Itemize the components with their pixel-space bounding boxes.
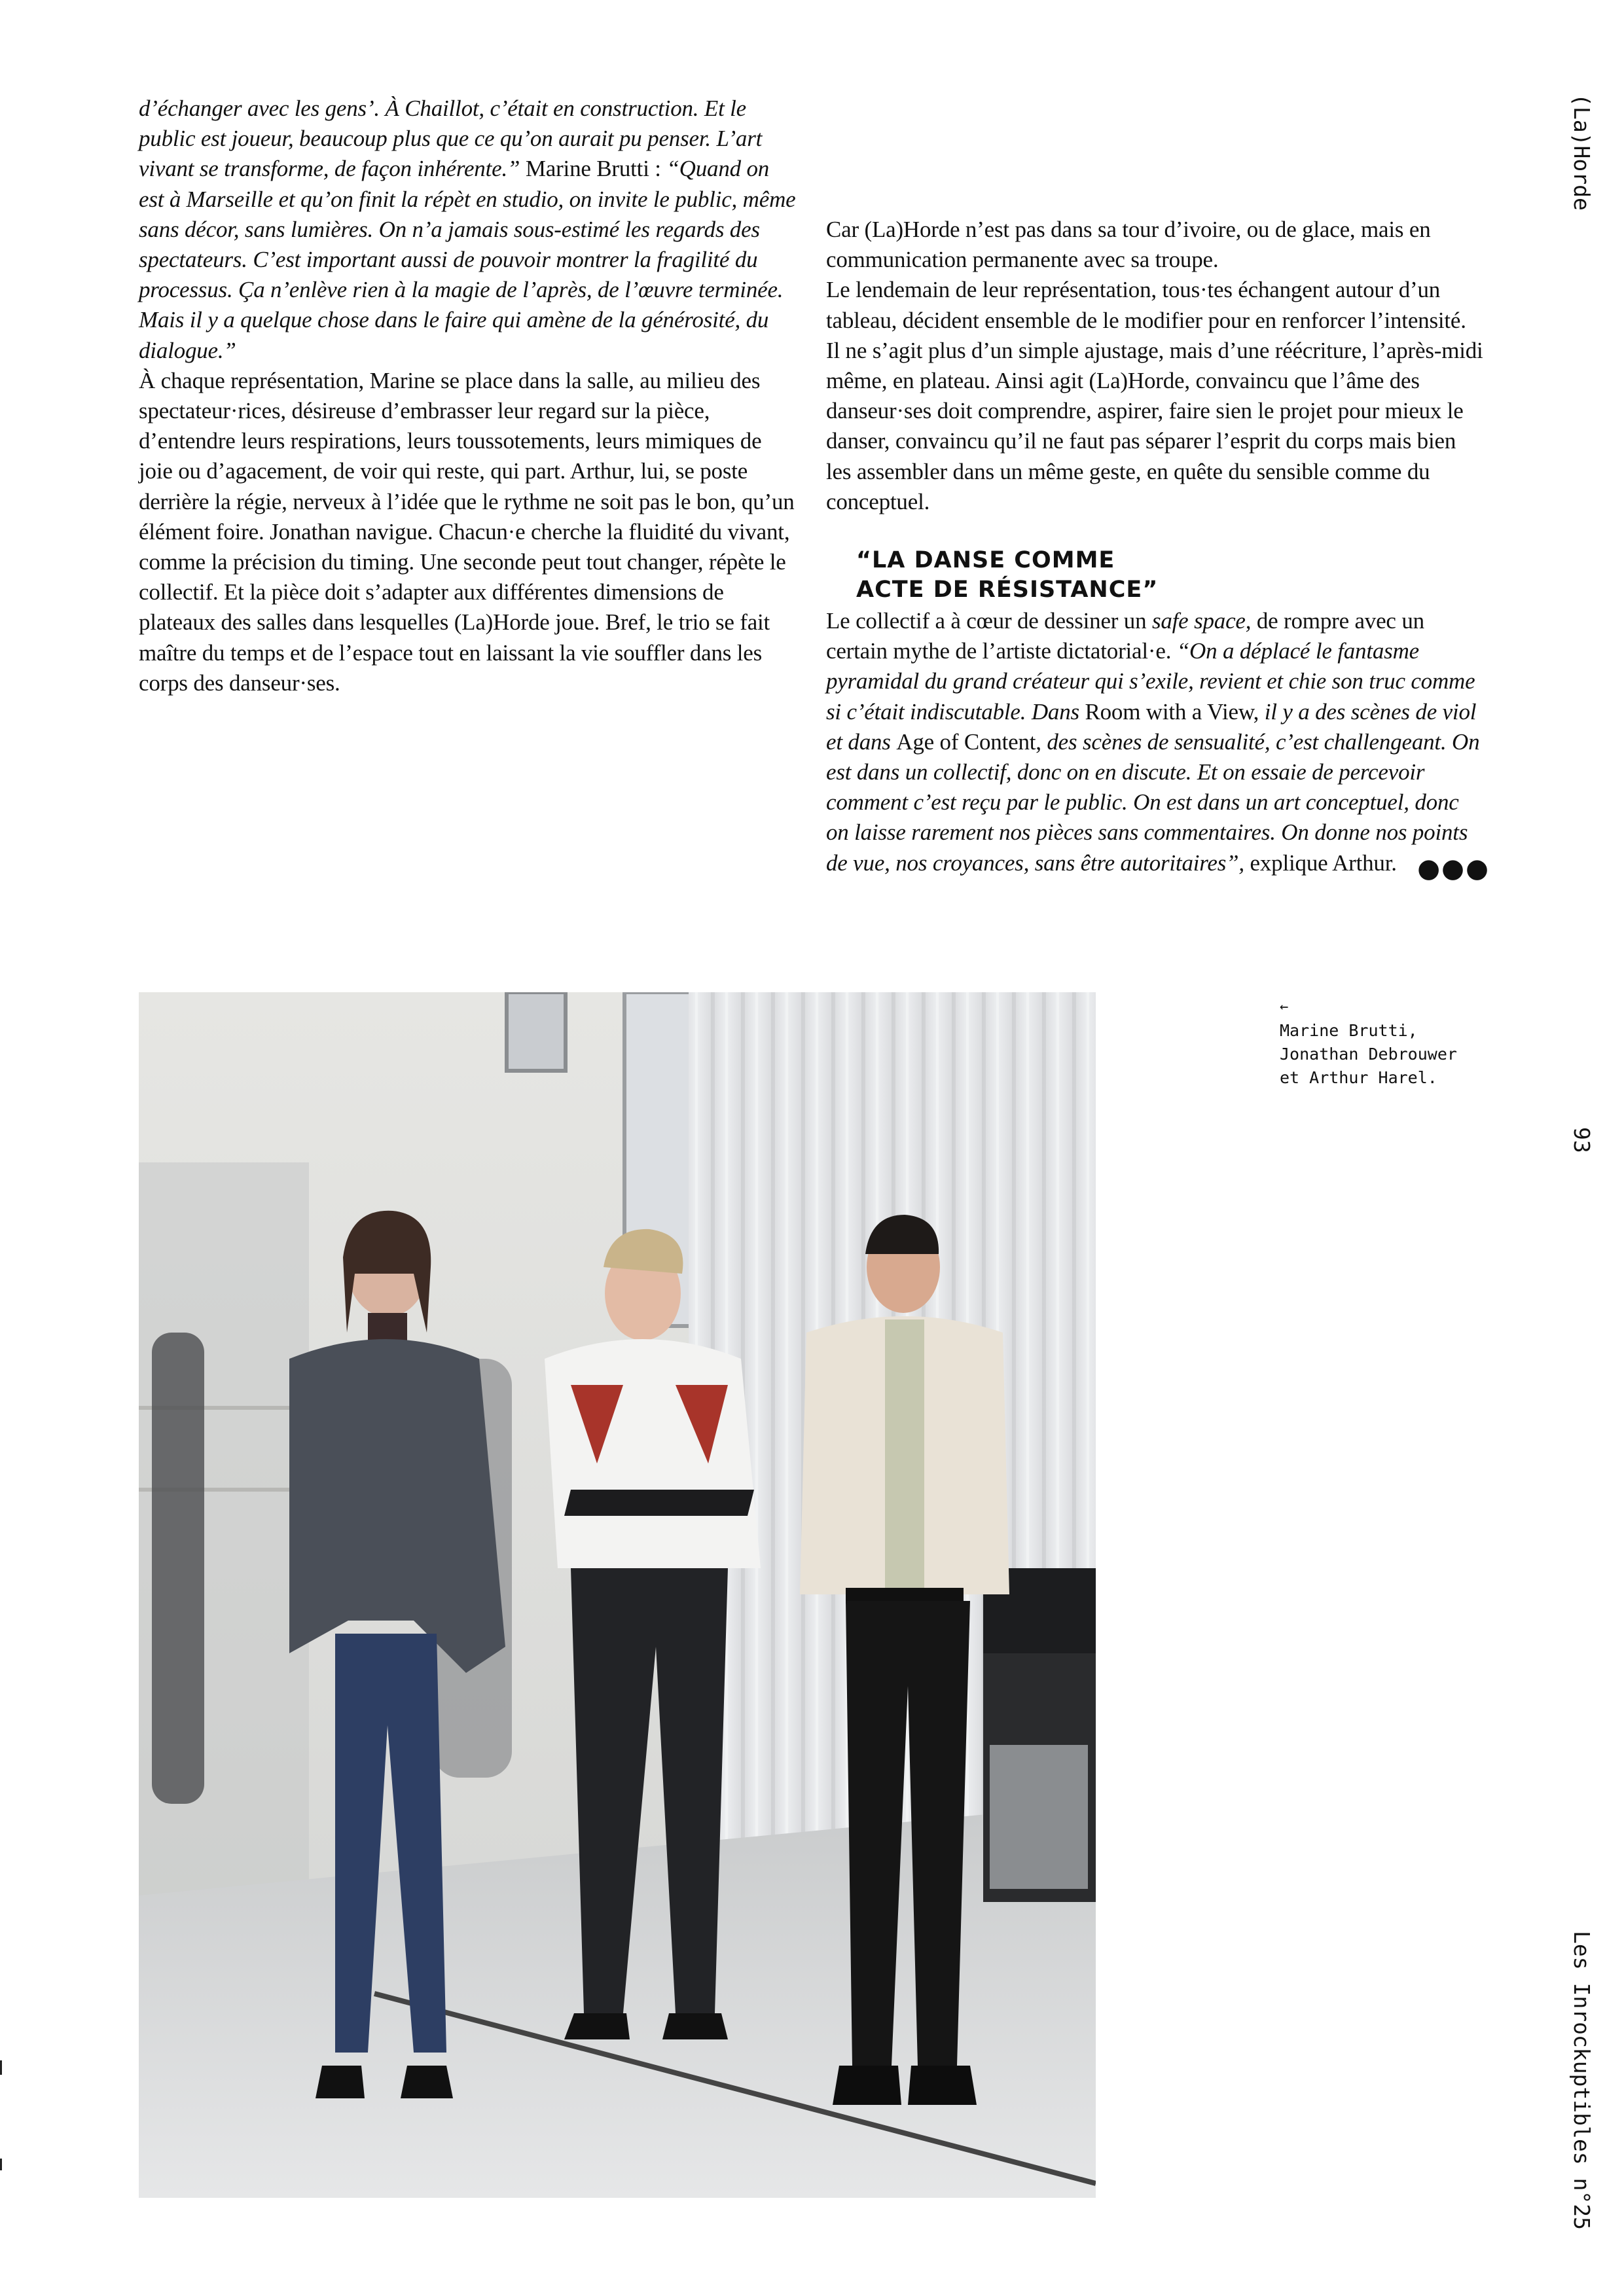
heading-line-1: “LA DANSE COMME <box>856 547 1115 574</box>
running-head: (La)Horde <box>1569 94 1595 211</box>
right-paragraph-3 <box>826 606 1490 884</box>
p3-safe-space: safe space, <box>1151 608 1252 634</box>
p3-quote-3: des scènes de sensualité, c’est challengeant. On est dans un collectif, donc on en discute. Et on essaie de percevoir comment c’est reçu par le public. On est dans un art conceptuel, donc on laisse rarement nos pièces sans commentaires. On donne nos points de vue, nos croyances, sans être autoritaires”, <box>826 728 1480 876</box>
margin-mark-2 <box>0 2159 2 2170</box>
magazine-name: Les Inrockuptibles n°25 <box>1569 1931 1595 2230</box>
quote-attribution: Marine Brutti : <box>520 156 661 182</box>
left-text-column <box>139 94 797 698</box>
p3-text-a: Le collectif a à cœur de dessiner un <box>826 608 1152 634</box>
p3-quote-1: “On a déplacé le fantasme pyramidal du grand créateur qui s’exile, revient et chie son truc comme si c’était indiscutable. Dans <box>826 638 1475 725</box>
end-of-article-mark: ●●● <box>1417 853 1490 884</box>
margin-mark-1 <box>0 2060 2 2075</box>
p3-text-end: explique Arthur. <box>1244 850 1397 876</box>
photo-caption <box>1280 998 1476 1090</box>
p3-title-age-of-content: Age of Content, <box>896 728 1041 755</box>
right-text-column <box>826 215 1490 884</box>
quote-marine: “Quand on est à Marseille et qu’on finit la répèt en studio, on invite le public, même sans décor, sans lumières. On n’a jamais sous-estimé les regards des spectateurs. C’est important aussi de pouvoir montrer la fragilité du processus. Ça n’enlève rien à la magie de l’après, de l’œuvre terminée. Mais il y a quelque chose dans le faire qui amène de la générosité, du dialogue.” <box>139 156 796 363</box>
quote-intro: d’échanger avec les gens’. À Chaillot, c’était en construction. Et le public est joueur, beaucoup plus que ce qu’on aurait pu penser. L’art vivant se transforme, de façon inhérente.” <box>139 96 763 182</box>
heading-line-2: ACTE DE RÉSISTANCE” <box>856 577 1159 603</box>
right-paragraph-2: Le lendemain de leur représentation, tous·tes échangent autour d’un tableau, décident ensemble de le modifier pour en renforcer l’intensité. Il ne s’agit plus d’un simple ajustage, mais d’une réécriture, l’après-midi même, en plateau. Ainsi agit (La)Horde, convaincu que l’âme des danseur·ses doit comprendre, aspirer, faire sien le projet pour mieux le danser, convaincu qu’il ne faut pas séparer l’esprit du corps mais bien les assembler dans un même geste, en quête du sensible comme du conceptuel. <box>826 277 1483 514</box>
left-paragraph-quotes <box>139 94 797 366</box>
p3-text-b: de rompre avec un certain mythe de l’artiste dictatorial·e. <box>826 608 1424 664</box>
caption-text: Marine Brutti, Jonathan Debrouwer et Arthur Harel. <box>1280 1021 1457 1087</box>
section-heading <box>826 546 1484 605</box>
p3-title-room-with-a-view: Room with a View, <box>1085 698 1259 725</box>
p3-quote-2: il y a des scènes de viol et dans <box>826 698 1477 755</box>
group-photo <box>139 992 1096 2198</box>
right-paragraph-1: Car (La)Horde n’est pas dans sa tour d’ivoire, ou de glace, mais en communication permanente avec sa troupe. <box>826 217 1431 273</box>
left-body-paragraph: À chaque représentation, Marine se place dans la salle, au milieu des spectateur·rices, désireuse d’embrasser leur regard sur la pièce, d’entendre leurs respirations, leurs toussotements, leurs mimiques de joie ou d’agacement, de voir qui reste, qui part. Arthur, lui, se poste derrière la régie, nerveux à l’idée que le rythme ne soit pas le bon, qu’un élément foire. Jonathan navigue. Chacun·e cherche la fluidité du vivant, comme la précision du timing. Une seconde peut tout changer, répète le collectif. Et la pièce doit s’adapter aux différentes dimensions de plateaux des salles dans lesquelles (La)Horde joue. Bref, le trio se fait maître du temps et de l’espace tout en laissant la vie souffler dans les corps des danseur·ses. <box>139 367 795 696</box>
page-number: 93 <box>1569 1127 1595 1153</box>
arrow-left-icon: ← <box>1280 999 1289 1015</box>
